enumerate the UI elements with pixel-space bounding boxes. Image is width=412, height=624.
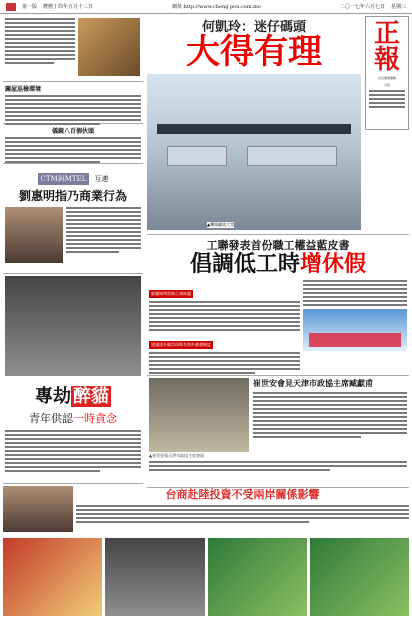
issue-date: 二〇一七年六月七日 — [339, 4, 385, 10]
ctm-tag-mid: 與 — [57, 175, 65, 183]
politics-headline: 崔世安會見天津市政協主席臧獻甫 — [253, 379, 373, 388]
cat-story — [3, 274, 143, 484]
hall-caption: ▲機場離境大堂 — [207, 222, 235, 227]
ctm-photo — [5, 207, 63, 263]
story-1-photo — [78, 18, 140, 76]
bottom-photo-1 — [3, 538, 102, 616]
weekday: 星期三 — [390, 4, 406, 10]
masthead-sub-2: 出版 — [383, 83, 390, 87]
feature-headline-a: 工聯發表首份職工權益藍皮書 — [206, 239, 350, 252]
story-3 — [3, 124, 143, 164]
feature-headline-b1: 倡調低工時 — [189, 252, 300, 277]
masthead-logo — [365, 16, 409, 130]
bottom-photo-3 — [208, 538, 307, 616]
feature-subhead-1: 僱傭條例需修正補缺漏 — [151, 291, 191, 297]
lead-headline: 大得有理 — [186, 32, 322, 72]
story-2 — [3, 82, 143, 124]
left-column — [3, 16, 143, 484]
feature-headline-b2: 增休假 — [300, 252, 367, 277]
politics-story — [147, 376, 409, 488]
story-2-title: 關屋巡檢環境 — [5, 86, 42, 93]
page-number: 第一版 — [22, 4, 38, 10]
feature-subhead-2: 建議境外僱員保障有海外僱庸制度 — [151, 342, 211, 348]
top-strip — [0, 0, 412, 14]
flag-icon — [6, 3, 16, 11]
story-1-text — [5, 18, 75, 79]
cat-story-photo — [5, 276, 141, 376]
lunar-date: 農曆丁酉年五月十三日 — [43, 4, 94, 10]
cat-sub-a: 青年供認 — [29, 412, 73, 425]
lead-area — [147, 16, 409, 227]
airport-hall-photo — [147, 74, 361, 230]
ctm-tag-right: MTEL — [64, 175, 87, 183]
bottom-photo-4 — [310, 538, 409, 616]
ctm-tag-left: CTM — [40, 175, 58, 183]
feature-photo — [303, 309, 407, 351]
story-1 — [3, 16, 143, 82]
masthead-sub-1: 社長兼總編輯 — [377, 76, 396, 80]
meeting-caption: ▲崔世安與天津市政協主席會面 — [149, 453, 205, 458]
bottom-banner: 台商赴陸投資不受兩岸關係影響 — [165, 488, 320, 501]
ctm-tag-tail: 互連 — [94, 175, 109, 183]
bottom-photo-2 — [105, 538, 204, 616]
logo-char-2: 報 — [373, 45, 400, 75]
cat-headline-b: 醉貓 — [73, 386, 109, 407]
story-3-title: 儀鏡八百個伙頭 — [51, 128, 94, 135]
cat-headline-a: 專劫 — [35, 386, 71, 407]
feature-story — [147, 234, 409, 376]
meeting-photo — [149, 378, 249, 452]
cat-sub-b: 一時貪念 — [73, 412, 117, 425]
ctm-headline: 劉惠明指乃商業行為 — [18, 189, 127, 203]
site-address: 網址 http://www.cheng pou.com.mo — [172, 4, 261, 10]
ctm-story — [3, 164, 143, 274]
bottom-section — [3, 486, 409, 616]
logo-char-1: 正 — [373, 19, 400, 49]
right-column — [147, 16, 409, 488]
lead-kicker: 何凱玲：迷仔碼頭 — [201, 20, 306, 35]
bottom-portrait-photo — [3, 486, 73, 532]
ctm-tag — [5, 166, 141, 185]
